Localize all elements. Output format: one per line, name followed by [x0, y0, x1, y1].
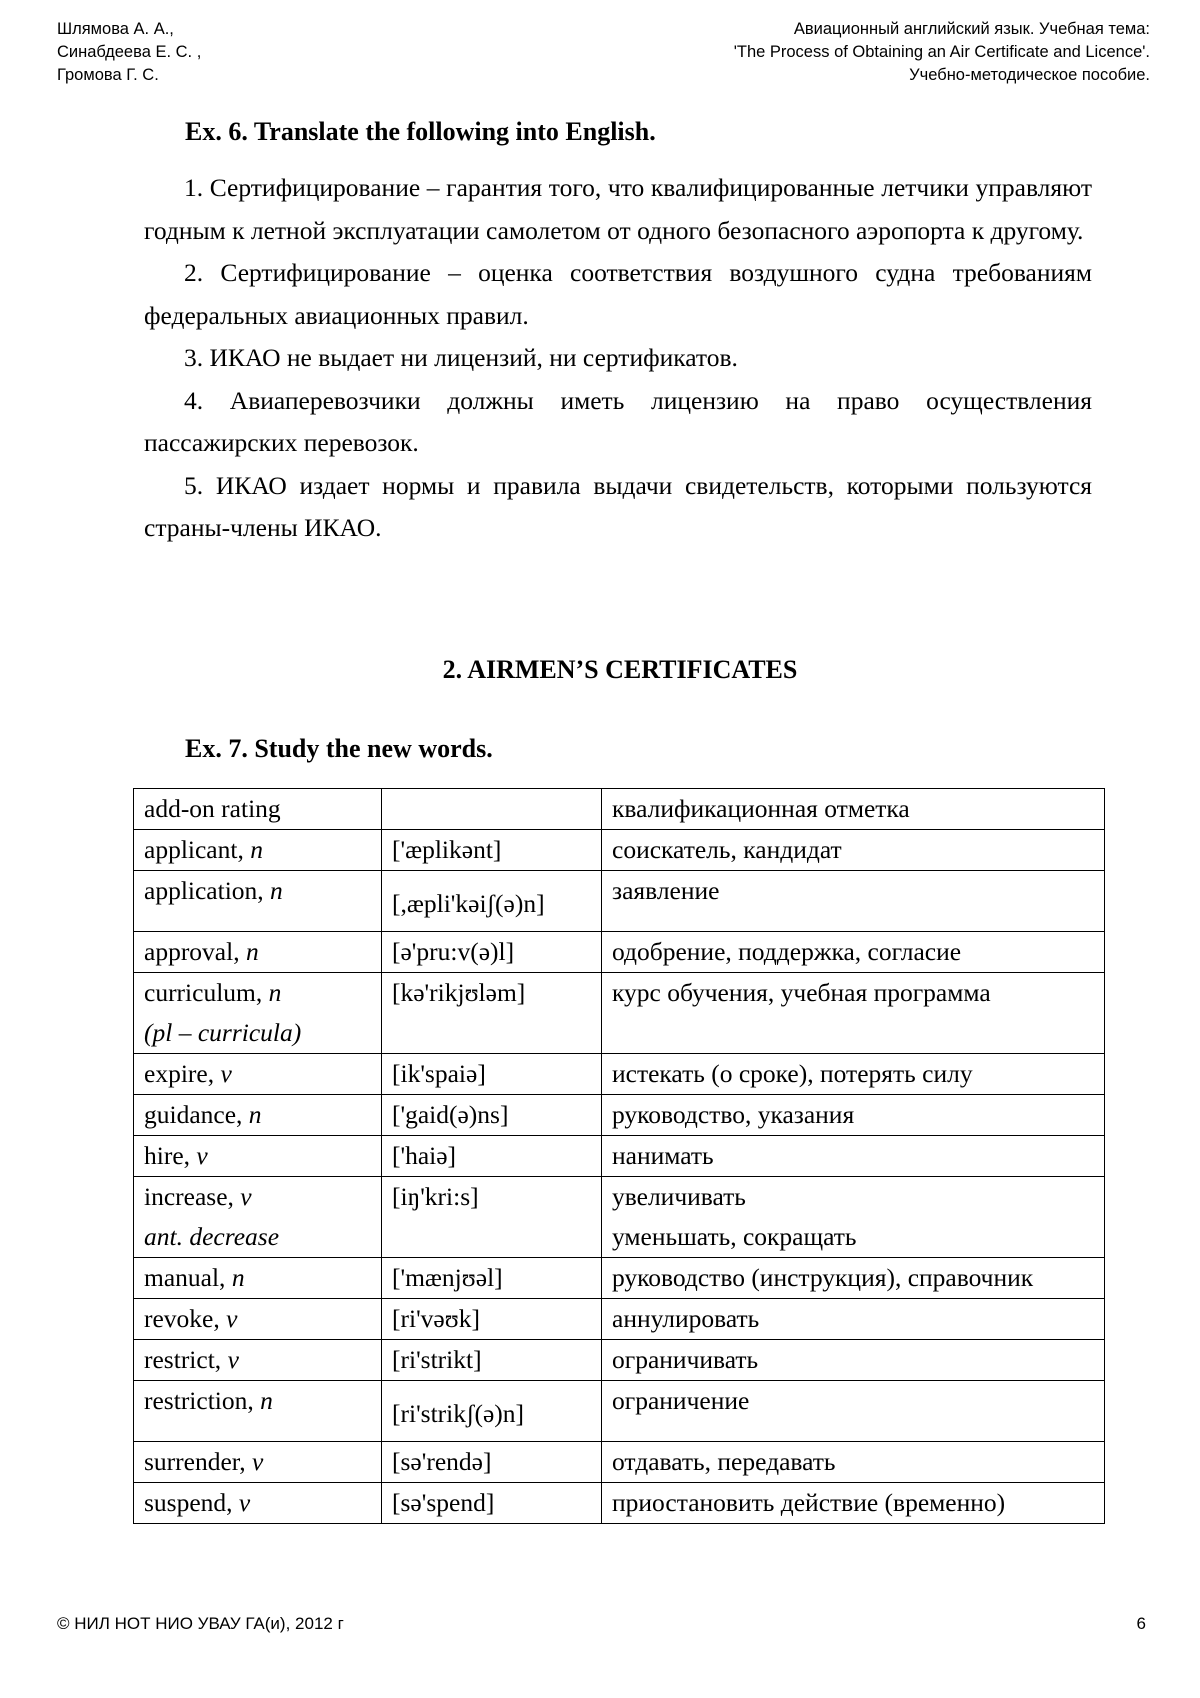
translation-text: курс обучения, учебная программа [612, 978, 991, 1007]
word-text: restrict, [144, 1345, 228, 1374]
transcription-cell: [ri'strikʃ(ə)n] [382, 1381, 602, 1442]
word-text: approval, [144, 937, 246, 966]
word-text: manual, [144, 1263, 232, 1292]
vocabulary-row [134, 932, 1105, 973]
part-of-speech: n [231, 1263, 245, 1292]
header-course-info [734, 18, 1150, 87]
translation-text: ограничение [612, 1386, 750, 1415]
word-cell [134, 1095, 382, 1136]
word-text: hire, [144, 1141, 197, 1170]
translation-text: увеличивать [612, 1182, 746, 1211]
vocabulary-row [134, 871, 1105, 932]
translation-text: аннулировать [612, 1304, 760, 1333]
translation-cell [602, 1136, 1105, 1177]
vocabulary-row [134, 1442, 1105, 1483]
header-course-line: Авиационный английский язык. Учебная тема: [793, 20, 1150, 38]
translation-text: уменьшать, сокращать [612, 1222, 857, 1251]
translation-cell [602, 871, 1105, 932]
word-text: add-on rating [144, 794, 281, 823]
part-of-speech: n [268, 978, 282, 1007]
word-text: surrender, [144, 1447, 253, 1476]
exercise-item: 5. ИКАО издает нормы и правила выдачи свидетельств, которыми пользуются страны-члены ИКАО. [144, 470, 1092, 542]
vocabulary-row [134, 1381, 1105, 1442]
word-cell [134, 789, 382, 830]
word-cell [134, 871, 382, 932]
word-text: curriculum, [144, 978, 269, 1007]
vocabulary-row [134, 1299, 1105, 1340]
part-of-speech: n [270, 876, 283, 905]
word-cell [134, 932, 382, 973]
word-cell [134, 1381, 382, 1442]
exercise-item: 3. ИКАО не выдает ни лицензий, ни сертификатов. [184, 343, 738, 372]
vocabulary-row [134, 1340, 1105, 1381]
part-of-speech: n [250, 835, 263, 864]
translation-cell [602, 1299, 1105, 1340]
page-number: 6 [1136, 1614, 1146, 1633]
translation-cell [602, 789, 1105, 830]
header-course-line: 'The Process of Obtaining an Air Certificate and Licence'. [733, 43, 1150, 61]
exercise-item: 4. Авиаперевозчики должны иметь лицензию на право осуществления пассажирских перевозок. [144, 385, 1092, 457]
section-heading: 2. AIRMEN’S CERTIFICATES [442, 655, 798, 684]
transcription-cell: [ri'vəʊk] [382, 1299, 602, 1340]
translation-text: заявление [612, 876, 720, 905]
translation-cell [602, 830, 1105, 871]
word-text: application, [144, 876, 271, 905]
transcription-cell: [ri'strikt] [382, 1340, 602, 1381]
exercise-item: 1. Сертифицирование – гарантия того, что квалифицированные летчики управляют годным к летной эксплуатации самолетом от одного безопасного аэропорта к другому. [144, 173, 1092, 245]
transcription-cell [382, 789, 602, 830]
translation-text: истекать (о сроке), потерять силу [612, 1059, 973, 1088]
translation-cell [602, 1095, 1105, 1136]
transcription-cell: [kə'rikjʊləm] [382, 973, 602, 1054]
translation-text: соискатель, кандидат [612, 835, 842, 864]
transcription-cell: [sə'rendə] [382, 1442, 602, 1483]
vocabulary-row [134, 1136, 1105, 1177]
word-text: expire, [144, 1059, 221, 1088]
part-of-speech: v [252, 1447, 264, 1476]
word-text: revoke, [144, 1304, 227, 1333]
part-of-speech: v [240, 1182, 252, 1211]
translation-cell [602, 1442, 1105, 1483]
part-of-speech: v [227, 1345, 239, 1374]
part-of-speech: n [245, 937, 259, 966]
vocabulary-table [133, 788, 1105, 1524]
exercise-7-title: Ex. 7. Study the new words. [185, 734, 493, 763]
transcription-cell: [iŋ'kri:s] [382, 1177, 602, 1258]
part-of-speech: n [248, 1100, 262, 1129]
translation-cell [602, 1054, 1105, 1095]
transcription-cell: [ə'pru:v(ə)l] [382, 932, 602, 973]
header-authors [57, 18, 201, 87]
word-cell [134, 1299, 382, 1340]
translation-cell [602, 932, 1105, 973]
vocabulary-row [134, 1258, 1105, 1299]
vocabulary-row [134, 789, 1105, 830]
word-note: (pl – curricula) [144, 1018, 302, 1047]
translation-cell [602, 1483, 1105, 1524]
translation-cell [602, 1340, 1105, 1381]
translation-text: руководство, указания [612, 1100, 855, 1129]
word-cell [134, 973, 382, 1054]
translation-text: отдавать, передавать [612, 1447, 836, 1476]
part-of-speech: v [226, 1304, 238, 1333]
word-cell [134, 830, 382, 871]
translation-cell [602, 1177, 1105, 1258]
part-of-speech: n [260, 1386, 273, 1415]
word-text: suspend, [144, 1488, 239, 1517]
exercise-6-items [144, 167, 1092, 550]
word-cell [134, 1054, 382, 1095]
transcription-cell: ['æplikənt] [382, 830, 602, 871]
translation-text: ограничивать [612, 1345, 759, 1374]
word-text: guidance, [144, 1100, 249, 1129]
word-text: increase, [144, 1182, 241, 1211]
translation-cell [602, 973, 1105, 1054]
transcription-cell: ['gaid(ə)ns] [382, 1095, 602, 1136]
transcription-cell: [ik'spaiə] [382, 1054, 602, 1095]
word-cell [134, 1340, 382, 1381]
transcription-cell: [sə'spend] [382, 1483, 602, 1524]
translation-text: руководство (инструкция), справочник [612, 1263, 1034, 1292]
vocabulary-row [134, 830, 1105, 871]
vocabulary-row [134, 1177, 1105, 1258]
header-author-line: Синабдеева Е. С. , [57, 43, 202, 61]
header-author-line: Громова Г. С. [57, 66, 159, 84]
footer-copyright: © НИЛ НОТ НИО УВАУ ГА(и), 2012 г [57, 1614, 344, 1633]
word-text: restriction, [144, 1386, 261, 1415]
exercise-item: 2. Сертифицирование – оценка соответствия воздушного судна требованиям федеральных авиационных правил. [144, 258, 1092, 330]
translation-text: нанимать [612, 1141, 714, 1170]
vocabulary-row [134, 973, 1105, 1054]
translation-text: квалификационная отметка [612, 794, 910, 823]
exercise-6-title: Ex. 6. Translate the following into English. [185, 117, 656, 146]
word-cell [134, 1442, 382, 1483]
word-cell [134, 1258, 382, 1299]
vocabulary-row [134, 1095, 1105, 1136]
word-text: applicant, [144, 835, 251, 864]
header-course-line: Учебно-методическое пособие. [909, 66, 1150, 84]
part-of-speech: v [196, 1141, 208, 1170]
transcription-cell: [,æpli'kəiʃ(ə)n] [382, 871, 602, 932]
word-cell [134, 1483, 382, 1524]
part-of-speech: v [220, 1059, 232, 1088]
transcription-cell: ['mænjʊəl] [382, 1258, 602, 1299]
header-author-line: Шлямова А. А., [57, 20, 174, 38]
translation-cell [602, 1258, 1105, 1299]
transcription-cell: ['haiə] [382, 1136, 602, 1177]
word-cell [134, 1177, 382, 1258]
vocabulary-row [134, 1054, 1105, 1095]
word-cell [134, 1136, 382, 1177]
part-of-speech: v [238, 1488, 251, 1517]
translation-text: одобрение, поддержка, согласие [612, 937, 962, 966]
word-note: ant. decrease [144, 1222, 280, 1251]
translation-text: приостановить действие (временно) [612, 1488, 1006, 1517]
translation-cell [602, 1381, 1105, 1442]
vocabulary-row [134, 1483, 1105, 1524]
